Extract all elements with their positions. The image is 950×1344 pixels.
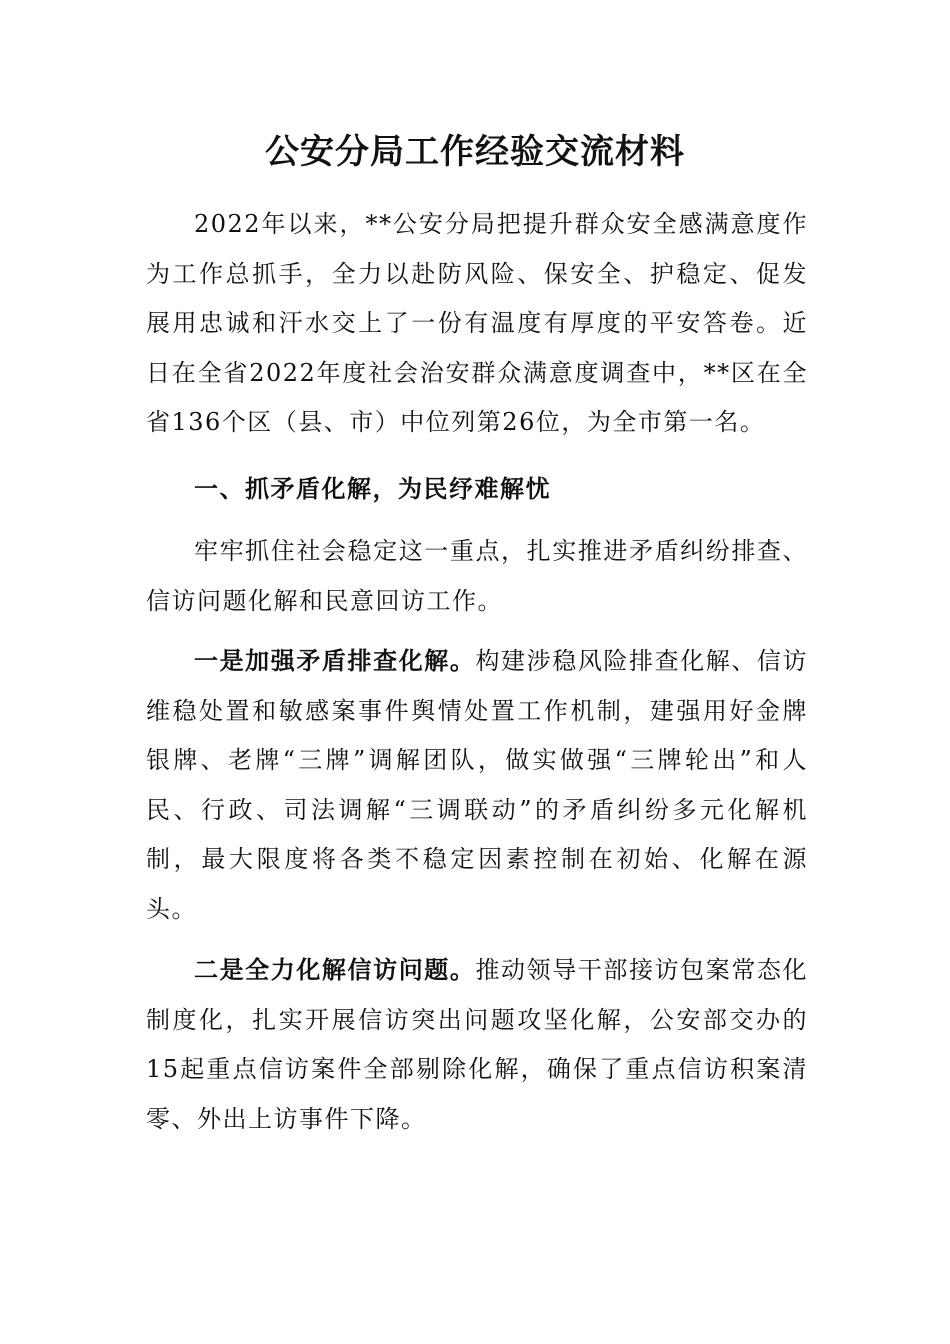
item-lead-1: 一是加强矛盾排查化解。 (194, 646, 476, 675)
item-lead-2: 二是全力化解信访问题。 (194, 955, 476, 984)
item-text-2: 推动领导干部接访包案常态化制度化，扎实开展信访突出问题攻坚化解，公安部交办的15起重点信访案件全部剔除化解，确保了重点信访积案清零、外出上访事件下降。 (146, 956, 809, 1133)
section-heading: 一、抓矛盾化解，为民纾难解忧 (194, 474, 551, 503)
document-title: 公安分局工作经验交流材料 (265, 132, 685, 172)
section-paragraph: 牢牢抓住社会稳定这一重点，扎实推进矛盾纠纷排查、信访问题化解和民意回访工作。 (146, 537, 808, 615)
item-text-1: 构建涉稳风险排查化解、信访维稳处置和敏感案事件舆情处置工作机制，建强用好金牌银牌、老牌“三牌”调解团队，做实做强“三牌轮出”和人民、行政、司法调解“三调联动”的矛盾纠纷多元化解机制，最大限度将各类不稳定因素控制在初始、化解在源头。 (146, 647, 809, 923)
item-paragraph-2 (146, 945, 808, 1144)
intro-paragraph: 2022年以来，**公安分局把提升群众安全感满意度作为工作总抓手，全力以赴防风险、保安全、护稳定、促发展用忠诚和汗水交上了一份有温度有厚度的平安答卷。近日在全省2022年度社会治安群众满意度调查中，**区在全省136个区（县、市）中位列第26位，为全市第一名。 (146, 210, 808, 436)
item-paragraph-1 (146, 636, 808, 934)
